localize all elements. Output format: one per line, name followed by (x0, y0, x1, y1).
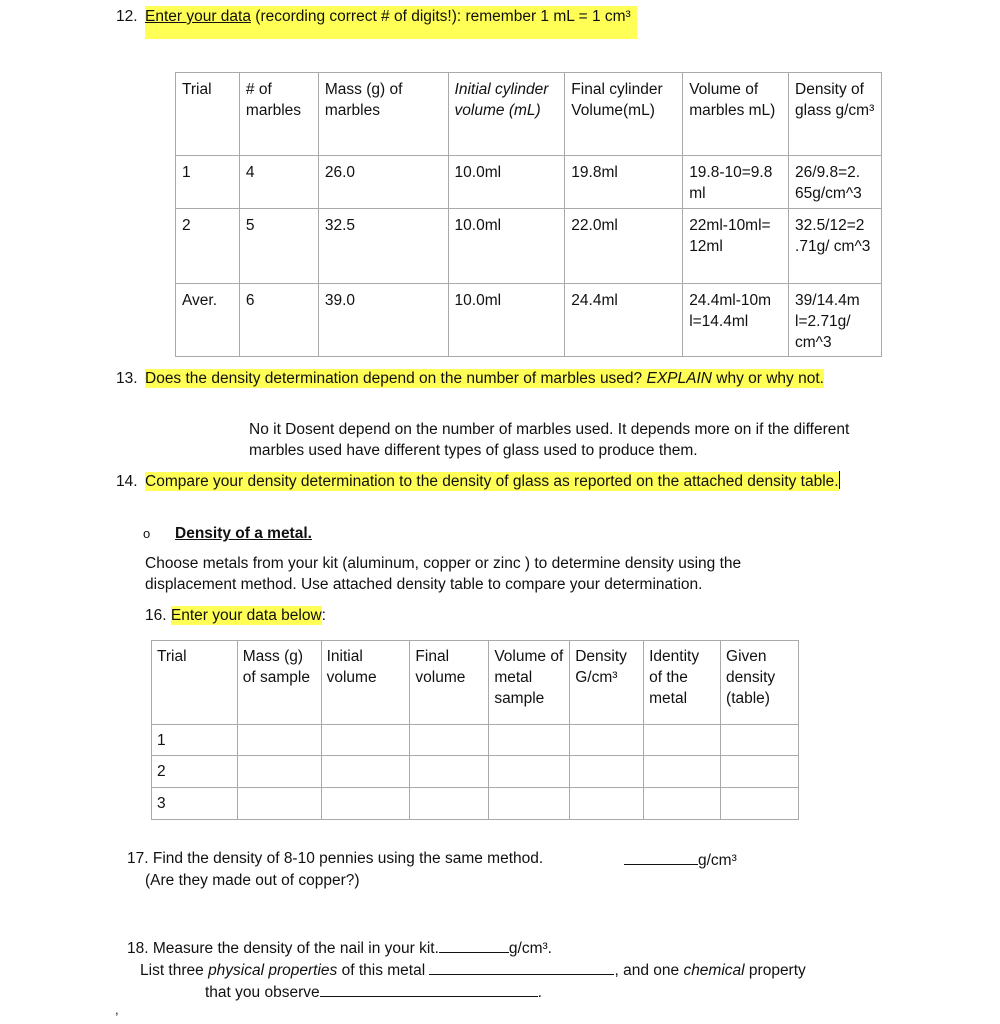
q18-nail-blank[interactable] (439, 936, 509, 953)
cell-input[interactable] (489, 788, 570, 820)
cell-marble-volume: 22ml-10ml= 12ml (683, 209, 789, 284)
metal-section-heading (175, 523, 312, 544)
q14-question (145, 471, 870, 492)
q12-link[interactable]: Enter your data (145, 8, 251, 25)
marble-data-table (175, 72, 882, 357)
q13-number: 13. (116, 370, 138, 387)
cell-num-marbles: 4 (239, 156, 318, 209)
cell-final-volume: 24.4ml (565, 284, 683, 357)
cell-initial-volume: 10.0ml (448, 284, 565, 357)
cell-trial: 1 (176, 156, 240, 209)
q18-line2-em: physical properties (208, 962, 338, 979)
q17-answer (624, 848, 737, 871)
cell-trial: 2 (152, 756, 238, 788)
cell-final-volume: 19.8ml (565, 156, 683, 209)
q18-line3 (205, 980, 542, 1003)
cell-trial: 2 (176, 209, 240, 284)
q17-blank[interactable] (624, 848, 698, 865)
cell-num-marbles: 5 (239, 209, 318, 284)
table-row (176, 209, 882, 284)
cell-input[interactable] (489, 756, 570, 788)
table-row (152, 756, 799, 788)
cell-input[interactable] (410, 756, 489, 788)
metal-heading-text: Density of a metal. (175, 525, 312, 542)
cell-marble-volume: 19.8-10=9.8 ml (683, 156, 789, 209)
cell-input[interactable] (570, 725, 644, 756)
header-density: Density G/cm³ (570, 641, 644, 725)
q18-line3-end: . (537, 984, 542, 1001)
cell-density: 39/14.4m l=2.71g/ cm^3 (789, 284, 882, 357)
cell-initial-volume: 10.0ml (448, 156, 565, 209)
q12-prompt (145, 6, 637, 39)
header-initial-volume: Initial cylinder volume (mL) (448, 73, 565, 156)
table-row (152, 725, 799, 756)
q18-line1-text: 18. Measure the density of the nail in your kit. (127, 940, 439, 957)
header-initial-volume: Initial volume (321, 641, 410, 725)
cell-input[interactable] (644, 788, 721, 820)
q18-chemical-blank[interactable] (320, 980, 538, 997)
cell-mass: 26.0 (318, 156, 448, 209)
cell-trial: 3 (152, 788, 238, 820)
q13-question (145, 368, 865, 389)
q14-question-text: Compare your density determination to the density of glass as reported on the attached density table. (145, 473, 839, 490)
header-density: Density of glass g/cm³ (789, 73, 882, 156)
cell-input[interactable] (410, 725, 489, 756)
q17-line1: 17. Find the density of 8-10 pennies using the same method. (127, 850, 544, 867)
cell-input[interactable] (237, 788, 321, 820)
q18-line2-em2: chemical (683, 962, 745, 979)
cell-final-volume: 22.0ml (565, 209, 683, 284)
q13-question-em: EXPLAIN (646, 370, 712, 387)
q14-number: 14. (116, 473, 138, 490)
q13-question-a: Does the density determination depend on the number of marbles used? (145, 370, 647, 387)
q18-line3-text: that you observe (205, 984, 320, 1001)
table-row (152, 788, 799, 820)
table-row (176, 156, 882, 209)
q17-unit: g/cm³ (698, 852, 737, 869)
header-trial: Trial (176, 73, 240, 156)
cell-density: 26/9.8=2. 65g/cm^3 (789, 156, 882, 209)
bullet-icon: o (143, 526, 151, 541)
header-volume-sample: Volume of metal sample (489, 641, 570, 725)
q18-line2 (140, 958, 900, 981)
cell-input[interactable] (321, 725, 410, 756)
cell-density: 32.5/12=2 .71g/ cm^3 (789, 209, 882, 284)
cell-input[interactable] (237, 756, 321, 788)
cell-input[interactable] (721, 788, 799, 820)
cell-input[interactable] (721, 725, 799, 756)
header-identity: Identity of the metal (644, 641, 721, 725)
header-marble-volume: Volume of marbles mL) (683, 73, 789, 156)
cell-mass: 32.5 (318, 209, 448, 284)
header-trial: Trial (152, 641, 238, 725)
text-cursor (839, 471, 841, 489)
cell-input[interactable] (644, 725, 721, 756)
header-given-density: Given density (table) (721, 641, 799, 725)
q18-line2-d: property (744, 962, 806, 979)
header-mass: Mass (g) of sample (237, 641, 321, 725)
cell-trial: Aver. (176, 284, 240, 357)
cell-input[interactable] (570, 788, 644, 820)
metal-data-table (151, 640, 799, 820)
cell-input[interactable] (570, 756, 644, 788)
header-final-volume: Final cylinder Volume(mL) (565, 73, 683, 156)
q18-line2-b: of this metal (337, 962, 426, 979)
cell-trial: 1 (152, 725, 238, 756)
q17-line2: (Are they made out of copper?) (145, 872, 360, 889)
q16-number: 16. (145, 607, 167, 624)
q18-physical-blank[interactable] (429, 958, 614, 975)
q13-question-b: why or why not. (711, 370, 824, 387)
cell-input[interactable] (237, 725, 321, 756)
q16-label (145, 605, 326, 626)
marble-table-header-row (176, 73, 882, 156)
cell-num-marbles: 6 (239, 284, 318, 357)
cell-initial-volume: 10.0ml (448, 209, 565, 284)
stray-mark: , (115, 1002, 119, 1017)
cell-input[interactable] (644, 756, 721, 788)
q12-rest: (recording correct # of digits!): remember 1 mL = 1 cm³ (250, 8, 631, 25)
header-mass: Mass (g) of marbles (318, 73, 448, 156)
header-final-volume: Final volume (410, 641, 489, 725)
cell-marble-volume: 24.4ml-10m l=14.4ml (683, 284, 789, 357)
cell-input[interactable] (721, 756, 799, 788)
metal-table-header-row (152, 641, 799, 725)
cell-mass: 39.0 (318, 284, 448, 357)
q18-line2-c: , and one (614, 962, 684, 979)
table-row (176, 284, 882, 357)
q18-unit: g/cm³. (508, 940, 552, 957)
cell-input[interactable] (410, 788, 489, 820)
header-num-marbles: # of marbles (239, 73, 318, 156)
q12-number: 12. (116, 8, 138, 25)
cell-input[interactable] (321, 788, 410, 820)
q16-label-text: Enter your data below (170, 607, 322, 624)
q18-line2-a: List three (140, 962, 209, 979)
q18-line1 (127, 936, 552, 959)
cell-input[interactable] (321, 756, 410, 788)
metal-instructions: Choose metals from your kit (aluminum, copper or zinc ) to determine density using the displacement method. Use attached density table to compare your determination. (145, 555, 742, 593)
q16-colon: : (321, 607, 326, 624)
q13-answer[interactable]: No it Dosent depend on the number of marbles used. It depends more on if the different marbles used have different types of glass used to produce them. (249, 421, 850, 459)
cell-input[interactable] (489, 725, 570, 756)
